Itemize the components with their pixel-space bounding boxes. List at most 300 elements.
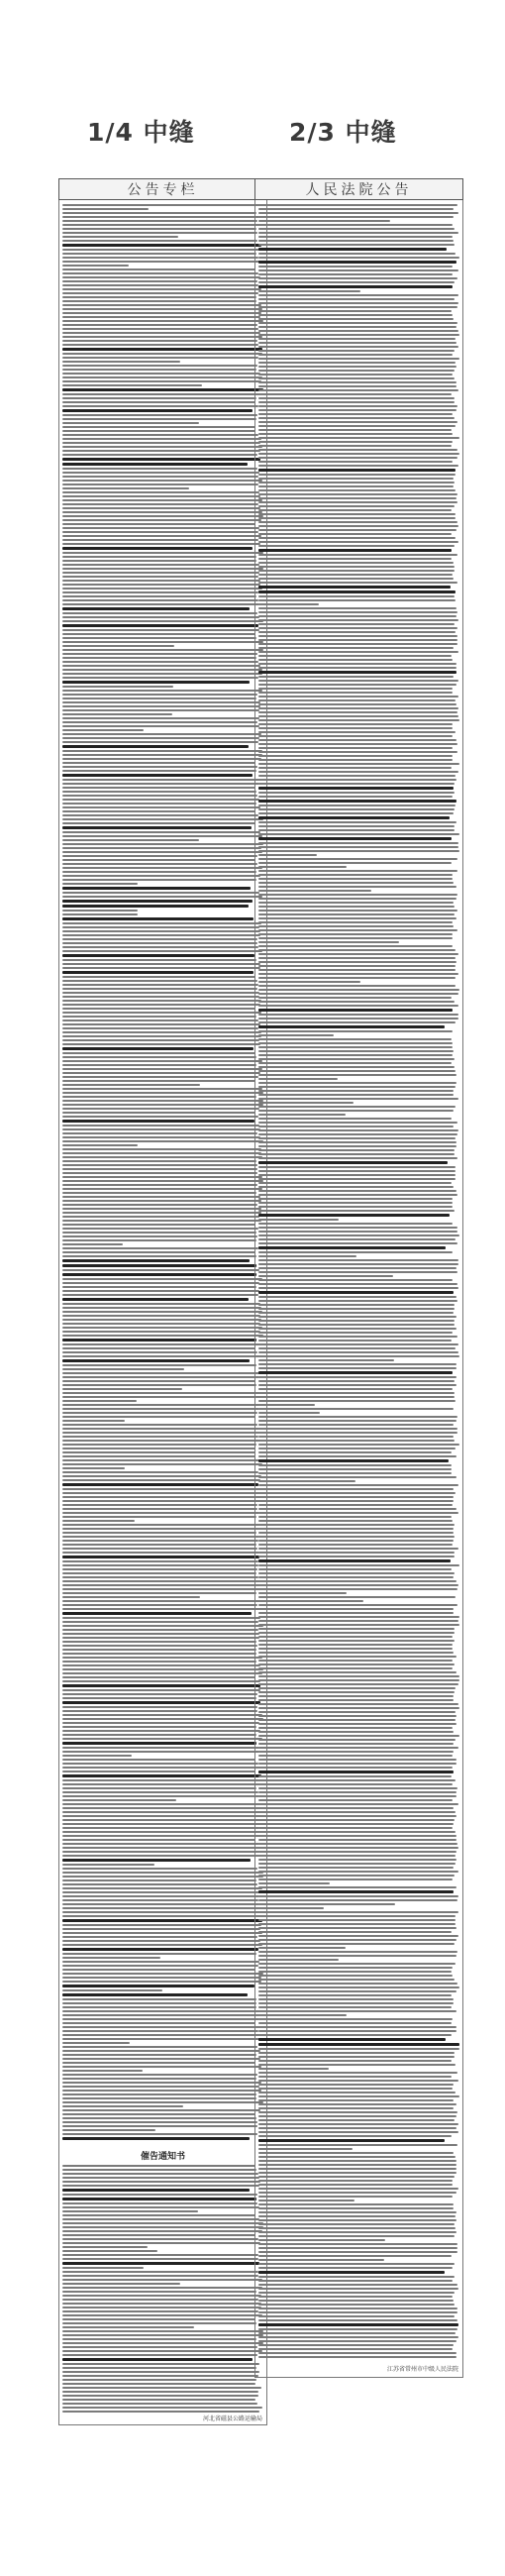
text-line (62, 591, 258, 593)
text-line (258, 1174, 455, 1176)
text-line (62, 1895, 259, 1897)
text-line (62, 1961, 259, 1963)
text-line (62, 1911, 262, 1913)
text-line (258, 2251, 457, 2253)
text-line (62, 653, 257, 655)
text-line (62, 1255, 256, 1257)
text-line (62, 357, 258, 359)
text-line (62, 705, 260, 707)
text-line (62, 220, 257, 222)
text-line (258, 232, 458, 234)
text-line (258, 1287, 458, 1289)
text-line (258, 2060, 452, 2062)
text-line (62, 446, 262, 448)
text-line (258, 825, 454, 827)
text-line (62, 1060, 262, 1062)
text-line (62, 2326, 194, 2328)
text-line (258, 2176, 454, 2178)
text-line (258, 684, 456, 686)
text-line (62, 701, 260, 703)
text-line (62, 1008, 255, 1010)
text-line (258, 318, 454, 320)
text-line (258, 1600, 363, 1602)
text-line (62, 992, 259, 994)
text-line (258, 1251, 453, 1253)
text-line (258, 1404, 315, 1406)
text-line (62, 1043, 260, 1045)
text-line (62, 1540, 258, 1542)
text-line (258, 1227, 457, 1229)
announcement-column (58, 178, 267, 2425)
text-line (62, 1568, 257, 1570)
text-line (62, 996, 259, 998)
text-line (258, 800, 456, 803)
text-line (258, 639, 457, 641)
text-line (62, 2181, 260, 2183)
heading-quarter-gutter: 1/4 中缝 (87, 118, 195, 147)
text-line (258, 1416, 457, 1418)
text-line (62, 1932, 262, 1934)
text-line (62, 1823, 261, 1825)
text-line (258, 590, 455, 593)
text-line (62, 762, 255, 764)
text-line (62, 1004, 260, 1006)
text-line (62, 1985, 254, 1987)
text-line (258, 925, 454, 927)
text-line (62, 2062, 255, 2064)
text-line (62, 2346, 257, 2348)
text-line (62, 208, 149, 210)
text-line (62, 1436, 258, 1438)
text-line (62, 1621, 258, 1623)
text-line (258, 2030, 456, 2032)
text-line (258, 1739, 455, 1741)
text-line (62, 1944, 262, 1946)
text-line (62, 1052, 255, 1054)
text-line (62, 519, 261, 521)
text-line (258, 1576, 454, 1578)
text-line (62, 380, 261, 382)
text-line (62, 733, 261, 735)
text-line (258, 611, 457, 613)
text-line (258, 1867, 454, 1869)
text-line (62, 1455, 255, 1457)
text-line (62, 2066, 261, 2068)
text-line (62, 1035, 261, 1037)
text-line (258, 663, 456, 665)
text-line (258, 281, 454, 283)
text-line (258, 1025, 445, 1028)
text-line (62, 803, 256, 805)
text-line (62, 324, 257, 326)
text-line (258, 805, 455, 806)
text-line (258, 731, 455, 733)
text-line (62, 511, 262, 513)
text-line (62, 1204, 257, 1206)
text-line (258, 1206, 453, 1208)
text-line (62, 1132, 257, 1134)
reminder-notice-title: 催告通知书 (140, 2152, 185, 2162)
text-line (258, 2328, 457, 2330)
text-line (62, 1235, 257, 1237)
text-line (62, 340, 257, 342)
text-line (258, 1424, 454, 1426)
text-line (62, 2242, 260, 2244)
text-line (258, 1998, 454, 2000)
court-notice-signoff: 江苏省常州市中级人民法院 (386, 2366, 458, 2373)
text-line (258, 509, 452, 511)
text-line (62, 261, 260, 263)
text-line (258, 913, 454, 915)
text-line (62, 729, 144, 731)
text-line (62, 1298, 249, 1301)
text-line (62, 1339, 256, 1342)
text-line (258, 1110, 454, 1112)
text-line (62, 1112, 255, 1114)
text-line (62, 1827, 259, 1829)
text-line (258, 1259, 458, 1261)
text-line (258, 1046, 453, 1048)
text-line (258, 2315, 454, 2317)
text-line (62, 1335, 263, 1337)
text-line (258, 273, 453, 275)
text-line (258, 965, 455, 967)
text-line (62, 822, 255, 824)
text-line (258, 1596, 455, 1598)
text-line (62, 603, 259, 605)
text-line (258, 1021, 455, 1023)
text-line (258, 566, 454, 568)
text-line (62, 1548, 257, 1550)
text-line (62, 855, 257, 857)
text-line (62, 1156, 262, 1158)
text-line (258, 699, 455, 701)
text-line (258, 1476, 456, 1478)
text-line (258, 1492, 455, 1494)
text-line (62, 1738, 262, 1740)
text-line (258, 2111, 457, 2113)
text-line (258, 1234, 459, 1236)
text-line (258, 2200, 354, 2201)
text-line (258, 2356, 456, 2358)
text-line (62, 1140, 263, 1142)
text-line (258, 842, 458, 844)
text-line (258, 1246, 446, 1249)
text-line (62, 1751, 259, 1753)
text-line (258, 1496, 454, 1498)
text-line (258, 1444, 459, 1446)
text-line (62, 938, 257, 940)
text-line (258, 1210, 454, 1212)
text-line (258, 582, 457, 584)
text-line (62, 393, 261, 395)
text-line (258, 277, 457, 279)
text-line (62, 2189, 250, 2192)
text-line (258, 1328, 456, 1330)
text-line (258, 997, 452, 999)
text-line (62, 839, 199, 841)
text-line (258, 1723, 456, 1725)
text-line (258, 1807, 454, 1809)
text-line (258, 1283, 457, 1285)
text-line (62, 1104, 263, 1106)
text-line (258, 253, 455, 255)
text-line (62, 633, 255, 635)
text-line (62, 1451, 255, 1453)
text-line (258, 1986, 459, 1988)
text-line (258, 1030, 453, 1032)
text-line (62, 766, 257, 768)
text-line (258, 627, 457, 629)
text-line (258, 358, 459, 360)
text-line (62, 1864, 154, 1866)
text-line (62, 2318, 255, 2320)
text-line (258, 1695, 454, 1697)
text-line (258, 2048, 459, 2050)
text-line (62, 1948, 258, 1951)
text-line (258, 1009, 453, 1012)
text-line (258, 1420, 456, 1422)
text-line (258, 493, 457, 495)
text-line (62, 1508, 257, 1510)
text-line (62, 316, 260, 318)
text-line (62, 1068, 262, 1070)
text-line (62, 2250, 157, 2252)
text-line (258, 759, 453, 761)
text-line (62, 1649, 256, 1651)
text-line (258, 727, 453, 729)
text-line (62, 414, 257, 416)
text-line (62, 637, 256, 639)
text-line (258, 1488, 454, 1490)
text-line (258, 1967, 453, 1969)
text-line (258, 1664, 454, 1665)
text-line (62, 2287, 262, 2289)
text-line (62, 1331, 260, 1333)
text-line (62, 1176, 262, 1178)
text-line (62, 814, 258, 816)
text-line (258, 1827, 453, 1829)
text-line (62, 1969, 255, 1971)
text-line (62, 595, 256, 597)
text-line (62, 572, 259, 574)
text-line (62, 1307, 261, 1309)
text-line (62, 1653, 256, 1655)
text-line (62, 2105, 183, 2107)
text-line (258, 366, 456, 368)
text-line (258, 921, 453, 923)
text-line (258, 866, 347, 868)
text-line (258, 1616, 459, 1618)
text-line (62, 1200, 261, 1202)
text-line (258, 385, 456, 387)
text-line (258, 1799, 453, 1801)
text-line (258, 763, 459, 765)
text-line (258, 755, 453, 757)
text-line (258, 1202, 453, 1204)
text-line (62, 681, 250, 684)
text-line (258, 1363, 456, 1365)
text-line (258, 497, 456, 499)
text-line (258, 985, 455, 987)
text-line (258, 302, 458, 304)
text-line (258, 478, 454, 480)
text-line (258, 1455, 456, 1457)
text-line (258, 711, 457, 713)
text-line (62, 1787, 256, 1789)
text-line (258, 1336, 457, 1338)
text-line (258, 1126, 454, 1127)
text-line (258, 751, 457, 753)
text-line (258, 257, 459, 259)
text-line (258, 370, 454, 372)
text-line (258, 1863, 455, 1865)
text-line (258, 401, 454, 403)
text-line (62, 2399, 255, 2401)
text-line (62, 1243, 123, 1245)
text-line (62, 552, 263, 554)
text-line (258, 989, 459, 991)
text-line (258, 1122, 457, 1124)
text-line (258, 330, 458, 332)
text-line (258, 1242, 457, 1244)
text-line (62, 1239, 256, 1241)
text-line (62, 1311, 262, 1313)
text-line (258, 1963, 455, 1965)
text-line (62, 826, 252, 829)
text-line (62, 1444, 256, 1446)
text-line (62, 304, 261, 306)
text-line (62, 620, 263, 622)
text-line (258, 715, 458, 717)
text-line (258, 248, 447, 251)
text-line (258, 2148, 353, 2150)
text-line (62, 791, 256, 793)
text-line (62, 1693, 257, 1695)
text-line (258, 449, 457, 451)
text-line (258, 735, 453, 737)
text-line (258, 2259, 384, 2261)
text-line (258, 1691, 454, 1693)
text-line (258, 1608, 454, 1610)
text-line (258, 619, 458, 621)
text-line (258, 2127, 456, 2129)
text-line (258, 240, 454, 242)
text-line (62, 1100, 263, 1102)
text-line (258, 945, 453, 947)
text-line (258, 692, 453, 694)
text-line (258, 437, 459, 439)
text-line (258, 1448, 455, 1449)
text-line (258, 212, 458, 214)
text-line (62, 847, 261, 849)
text-line (62, 543, 260, 545)
text-line (62, 2014, 261, 2016)
text-line (258, 1787, 457, 1789)
text-line (258, 933, 453, 935)
text-line (258, 558, 452, 560)
text-line (258, 981, 360, 983)
text-line (62, 1224, 255, 1226)
text-line (62, 228, 256, 230)
text-line (258, 2300, 454, 2302)
text-line (258, 474, 455, 476)
text-line (258, 1166, 455, 1168)
text-line (258, 953, 458, 955)
text-line (258, 1747, 458, 1749)
text-line (258, 1943, 454, 1945)
text-line (258, 1359, 394, 1361)
text-line (258, 290, 360, 292)
text-line (258, 1219, 339, 1221)
text-line (258, 846, 458, 848)
text-line (258, 2296, 453, 2298)
text-line (258, 1516, 452, 1518)
text-line (62, 588, 262, 590)
text-line (258, 1994, 452, 1996)
text-line (62, 607, 250, 610)
text-line (62, 1286, 256, 1288)
text-line (62, 216, 259, 218)
text-line (258, 2022, 452, 2024)
text-line (258, 2184, 453, 2186)
text-line (258, 2203, 454, 2205)
text-line (258, 1727, 453, 1729)
text-line (62, 612, 257, 614)
text-line (62, 560, 256, 562)
text-line (62, 2058, 260, 2060)
text-line (258, 862, 452, 864)
reminder-notice-text (62, 2165, 263, 2415)
text-line (62, 741, 258, 743)
text-line (258, 1018, 458, 1020)
text-line (258, 1198, 453, 1200)
text-line (258, 1588, 457, 1590)
text-line (258, 2344, 454, 2346)
text-line (258, 1351, 458, 1353)
text-line (62, 527, 259, 529)
text-line (258, 1255, 356, 1257)
text-line (258, 1504, 453, 1506)
text-line (62, 1269, 259, 1271)
text-line (62, 2002, 256, 2004)
text-line (258, 1238, 455, 1240)
text-line (258, 1644, 453, 1646)
text-line (62, 2214, 255, 2216)
text-line (62, 690, 262, 692)
text-line (258, 1975, 453, 1977)
text-line (258, 1355, 459, 1357)
text-line (258, 2196, 453, 2198)
text-line (62, 971, 253, 974)
text-line (62, 388, 263, 391)
text-line (62, 1815, 262, 1817)
text-line (258, 2255, 452, 2257)
text-line (62, 1668, 263, 1670)
text-line (258, 1859, 456, 1861)
text-line (62, 2283, 180, 2285)
text-line (258, 1939, 456, 1941)
text-line (62, 1580, 262, 1582)
text-line (62, 2117, 256, 2119)
text-line (258, 878, 453, 880)
text-line (258, 228, 454, 230)
text-line (258, 2156, 455, 2158)
text-line (62, 1915, 261, 1917)
text-line (258, 792, 454, 794)
text-line (62, 1164, 257, 1166)
text-line (258, 1875, 454, 1877)
